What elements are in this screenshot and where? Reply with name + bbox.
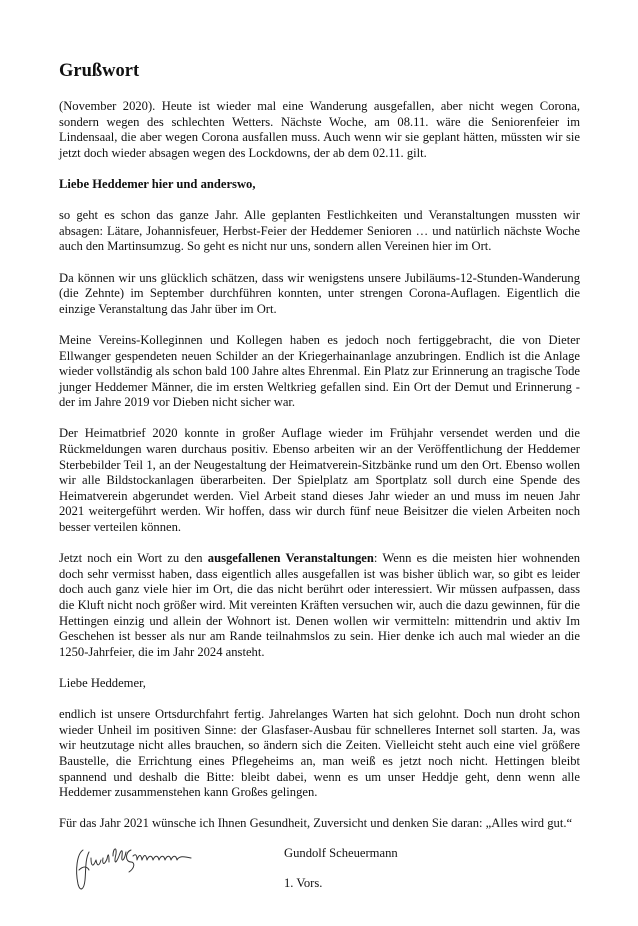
paragraph-events-lead: Jetzt noch ein Wort zu den (59, 551, 208, 566)
signature-block (59, 846, 580, 926)
signatory-name: Gundolf Scheuermann (284, 845, 398, 860)
handwritten-signature (69, 840, 199, 898)
document-page (59, 60, 580, 926)
paragraph-events (59, 551, 580, 660)
closing-wish: Für das Jahr 2021 wünsche ich Ihnen Gesundheit, Zuversicht und denken Sie daran: „Alles wird gut.“ (59, 816, 573, 831)
paragraph-hike: Da können wir uns glücklich schätzen, dass wir wenigstens unsere Jubiläums-12-Stunden-Wanderung (die Zehnte) im September durchführen konnten, unter strengen Corona-Auflagen. Eigentlich die einzige Veranstaltung das Jahr über im Ort. (59, 270, 580, 316)
greeting: Liebe Heddemer hier und anderswo, (59, 176, 256, 191)
paragraph-events-body: : Wenn es die meisten hier wohnenden doch sehr vermisst haben, dass eigentlich alles ausgefallen ist was bisher üblich war, so gibt es leider doch auch ganz viele hier im Ort, die das nicht berührt oder interessiert. Wir müssen aufpassen, dass die Kluft nicht noch größer wird. Mit vereinten Kräften versuchen wir, auch die dazu gewinnen, für die Hettingen einzig und allein der Wohnort ist. Denen wollen wir vermitteln: mittendrin und aktiv Im Geschehen ist besser als nur am Rande teilnahmslos zu sein. Hier denke ich auch mal wieder an die 1250-Jahrfeier, die im Jahr 2024 ansteht. (59, 551, 581, 659)
paragraph-cancelled-events: so geht es schon das ganze Jahr. Alle geplanten Festlichkeiten und Veranstaltungen mussten wir absagen: Lätare, Johannisfeuer, Herbst-Feier der Heddemer Senioren … und natürlich nächste Woche auch den Martinsumzug. So geht es nicht nur uns, sondern allen Vereinen hier im Ort. (59, 208, 580, 254)
signatory-role: 1. Vors. (284, 875, 323, 890)
paragraph-events-emphasis: ausgefallenen Veranstaltungen (207, 551, 374, 566)
intro-paragraph: (November 2020). Heute ist wieder mal eine Wanderung ausgefallen, aber nicht wegen Corona, sondern wegen des schlechten Wetters. Nächste Woche, am 08.11. wäre die Seniorenfeier im Lindensaal, die aber wegen Corona ausfallen muss. Auch wenn wir sie geplant hätten, müssten wir sie jetzt doch wieder absagen wegen des Lockdowns, der ab dem 02.11. gilt. (59, 99, 580, 160)
page-title: Grußwort (59, 61, 140, 81)
paragraph-memorial: Meine Vereins-Kolleginnen und Kollegen haben es jedoch noch fertiggebracht, die von Dieter Ellwanger gespendeten neuen Schilder an der Kriegerhainanlage anzubringen. Endlich ist die Anlage wieder vollständig als schon bald 100 Jahre altes Ehrenmal. Ein Platz zur Erinnerung an tragische Tode junger Heddemer Männer, die im ersten Weltkrieg gefallen sind. Ein Ort der Demut und Erinnerung - der im Jahre 2019 vor Dieben nicht sicher war. (59, 332, 580, 410)
paragraph-road: endlich ist unsere Ortsdurchfahrt fertig. Jahrelanges Warten hat sich gelohnt. Doch nun droht schon wieder Unheil im positiven Sinne: der Glasfaser-Ausbau für schnelleres Internet soll starten. Ja, was wir heutzutage nicht alles brauchen, so ändern sich die Zeiten. Vielleicht steht auch eine viel größere Baustelle, die Errichtung eines Pflegeheims an, man weiß es jetzt noch nicht. Hettingen bleibt spannend und deshalb die Bitte: bleibt dabei, wenn es um unser Heddje geht, denn wenn alle Heddemer zusammenstehen kann Großes gelingen. (59, 707, 580, 800)
salutation: Liebe Heddemer, (59, 675, 146, 690)
paragraph-heimatbrief: Der Heimatbrief 2020 konnte in großer Auflage wieder im Frühjahr versendet werden und die Rückmeldungen waren durchaus positiv. Ebenso arbeiten wir an der Veröffentlichung der Heddemer Sterbebilder Teil 1, an der Neugestaltung der Heimatverein-Sitzbänke rund um den Ort. Ebenso wollen wir alle Bildstockanlagen überarbeiten. Der Spielplatz am Sportplatz soll durch eine Spende des Heimatverein abgerundet werden. Viel Arbeit stand dieses Jahr wieder an und muss im neuen Jahr 2021 weitergeführt werden. Wir hoffen, dass wir durch fünf neue Beisitzer die vielen Arbeiten noch besser verteilen können. (59, 426, 580, 535)
